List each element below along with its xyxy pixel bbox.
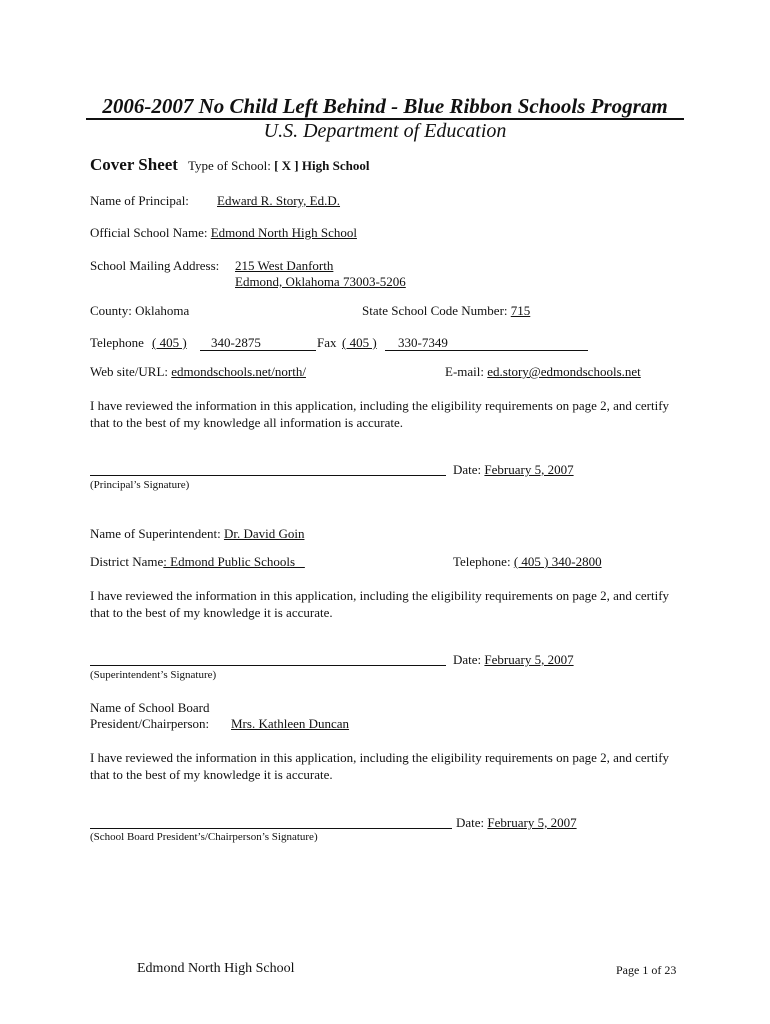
principal-signature-line xyxy=(90,475,446,476)
website-label: Web site/URL: xyxy=(90,364,172,379)
district-telephone-value: ( 405 ) 340-2800 xyxy=(513,554,602,569)
document-subtitle: U.S. Department of Education xyxy=(263,120,507,142)
district-label: District Name xyxy=(90,554,164,569)
district-row xyxy=(90,554,305,570)
board-label-line-1: Name of School Board xyxy=(90,700,210,715)
board-label-line-2: President/Chairperson: xyxy=(90,716,210,731)
superintendent-signature-line xyxy=(90,665,446,666)
county: County: Oklahoma xyxy=(90,303,190,318)
school-type-value: [ X ] High School xyxy=(274,158,370,173)
document-title: 2006-2007 No Child Left Behind - Blue Ribbon Schools Program xyxy=(86,94,684,120)
school-type-label: Type of School: xyxy=(187,158,275,173)
superintendent-date-row xyxy=(453,652,574,668)
board-certification: I have reviewed the information in this application, including the eligibility requirements on page 2, and certify that to the best of my knowledge it is accurate. xyxy=(90,750,670,782)
cover-sheet-heading: Cover Sheet xyxy=(90,155,178,174)
fax-label: Fax xyxy=(317,335,337,350)
principal-signature-caption: (Principal’s Signature) xyxy=(90,479,190,491)
cover-sheet-row xyxy=(90,155,369,175)
fax-area: ( 405 ) xyxy=(342,335,377,350)
board-date-label: Date: xyxy=(456,815,488,830)
email-value: ed.story@edmondschools.net xyxy=(487,364,641,379)
principal-name: Edward R. Story, Ed.D. xyxy=(217,193,341,208)
principal-date-value: February 5, 2007 xyxy=(484,462,574,477)
school-name-row xyxy=(90,225,357,241)
principal-label: Name of Principal: xyxy=(90,193,189,208)
board-signature-caption: (School Board President’s/Chairperson’s Signature) xyxy=(90,831,318,843)
school-telephone-label: Telephone xyxy=(90,335,144,350)
school-telephone-number: 340-2875 xyxy=(211,335,261,350)
superintendent-signature-caption: (Superintendent’s Signature) xyxy=(90,669,217,681)
district-telephone-row xyxy=(453,554,602,570)
superintendent-certification: I have reviewed the information in this application, including the eligibility requirements on page 2, and certify that to the best of my knowledge it is accurate. xyxy=(90,588,670,620)
website-row xyxy=(90,364,306,380)
fax-underline xyxy=(385,350,588,351)
school-code-row xyxy=(362,303,530,319)
school-telephone-area: ( 405 ) xyxy=(152,335,187,350)
superintendent-row xyxy=(90,526,304,542)
fax-number: 330-7349 xyxy=(398,335,448,350)
school-name-value: Edmond North High School xyxy=(210,225,357,240)
footer-school-name: Edmond North High School xyxy=(137,961,295,976)
district-value: : Edmond Public Schools xyxy=(163,554,305,569)
address-label: School Mailing Address: xyxy=(90,258,220,273)
school-code-value: 715 xyxy=(510,303,531,318)
board-president-name: Mrs. Kathleen Duncan xyxy=(231,716,350,731)
telephone-underline xyxy=(200,350,316,351)
website-value: edmondschools.net/north/ xyxy=(171,364,306,379)
board-date-value: February 5, 2007 xyxy=(487,815,577,830)
board-signature-line xyxy=(90,828,452,829)
footer-page-number: Page 1 of 23 xyxy=(616,963,677,977)
email-row xyxy=(445,364,641,380)
superintendent-name: Dr. David Goin xyxy=(223,526,305,541)
principal-date-row xyxy=(453,462,574,478)
address-line-2: Edmond, Oklahoma 73003-5206 xyxy=(235,274,406,289)
principal-date-label: Date: xyxy=(453,462,485,477)
address-line-1: 215 West Danforth xyxy=(235,258,334,273)
superintendent-date-label: Date: xyxy=(453,652,485,667)
school-code-label: State School Code Number: xyxy=(362,303,511,318)
district-telephone-label: Telephone: xyxy=(453,554,514,569)
board-date-row xyxy=(456,815,577,831)
principal-certification: I have reviewed the information in this application, including the eligibility requirements on page 2, and certify that to the best of my knowledge all information is accurate. xyxy=(90,398,670,430)
school-name-label: Official School Name: xyxy=(90,225,211,240)
email-label: E-mail: xyxy=(445,364,488,379)
superintendent-label: Name of Superintendent: xyxy=(90,526,224,541)
superintendent-date-value: February 5, 2007 xyxy=(484,652,574,667)
